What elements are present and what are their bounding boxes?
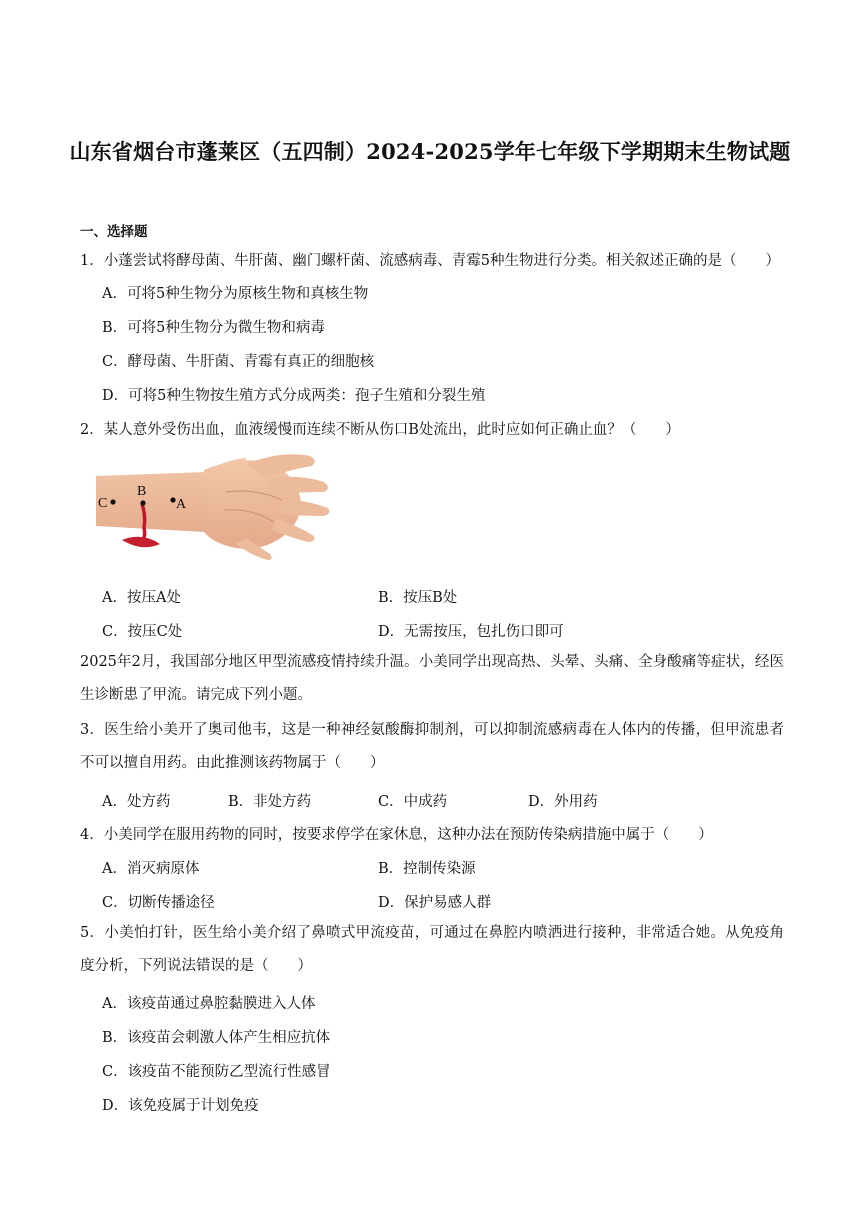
question-1-option-c: C．酵母菌、牛肝菌、青霉有真正的细胞核 [102, 354, 375, 370]
section-heading: 一、选择题 [80, 224, 148, 240]
question-5-option-b: B．该疫苗会刺激人体产生相应抗体 [102, 1030, 331, 1046]
wound-hand-figure [96, 452, 332, 562]
question-1-stem: 1．小蓬尝试将酵母菌、牛肝菌、幽门螺杆菌、流感病毒、青霉5种生物进行分类。相关叙述正确的是（ ） [80, 253, 780, 269]
question-1-option-b: B．可将5种生物分为微生物和病毒 [102, 320, 325, 336]
question-5-option-a: A．该疫苗通过鼻腔黏膜进入人体 [102, 996, 316, 1012]
question-3-stem: 3．医生给小美开了奥司他韦，这是一种神经氨酸酶抑制剂，可以抑制流感病毒在人体内的传播，但甲流患者不可以擅自用药。由此推测该药物属于（ ） [80, 722, 784, 771]
question-2-option-a: A．按压A处 [102, 590, 181, 606]
question-2-option-c: C．按压C处 [102, 624, 183, 640]
question-4-option-a: A．消灭病原体 [102, 861, 200, 877]
question-4-option-c: C．切断传播途径 [102, 895, 215, 911]
question-3-option-b: B．非处方药 [228, 794, 312, 810]
figure-label-b: B [137, 484, 147, 499]
question-4-option-d: D．保护易感人群 [378, 895, 492, 911]
question-1-option-a: A．可将5种生物分为原核生物和真核生物 [102, 286, 369, 302]
figure-label-a: A [176, 497, 187, 512]
question-3-option-d: D．外用药 [528, 794, 598, 810]
question-2-option-d: D．无需按压，包扎伤口即可 [378, 624, 564, 640]
question-5-option-c: C．该疫苗不能预防乙型流行性感冒 [102, 1064, 331, 1080]
question-2-option-b: B．按压B处 [378, 590, 458, 606]
context-paragraph: 2025年2月，我国部分地区甲型流感疫情持续升温。小美同学出现高热、头晕、头痛、全身酸痛等症状，经医生诊断患了甲流。请完成下列小题。 [80, 654, 784, 703]
question-5-stem: 5．小美怕打针，医生给小美介绍了鼻喷式甲流疫苗，可通过在鼻腔内喷洒进行接种，非常适合她。从免疫角度分析，下列说法错误的是（ ） [80, 925, 784, 974]
question-3-option-c: C．中成药 [378, 794, 448, 810]
question-2-stem: 2．某人意外受伤出血，血液缓慢而连续不断从伤口B处流出，此时应如何正确止血？（ ） [80, 422, 680, 438]
question-1-option-d: D．可将5种生物按生殖方式分成两类：孢子生殖和分裂生殖 [102, 388, 486, 404]
question-4-stem: 4．小美同学在服用药物的同时，按要求停学在家休息，这种办法在预防传染病措施中属于（ ） [80, 827, 713, 843]
page-title: 山东省烟台市蓬莱区（五四制）2024-2025学年七年级下学期期末生物试题 [69, 139, 791, 164]
figure-label-c: C [98, 496, 108, 511]
question-3-option-a: A．处方药 [102, 794, 171, 810]
question-5-option-d: D．该免疫属于计划免疫 [102, 1098, 259, 1114]
question-4-option-b: B．控制传染源 [378, 861, 476, 877]
